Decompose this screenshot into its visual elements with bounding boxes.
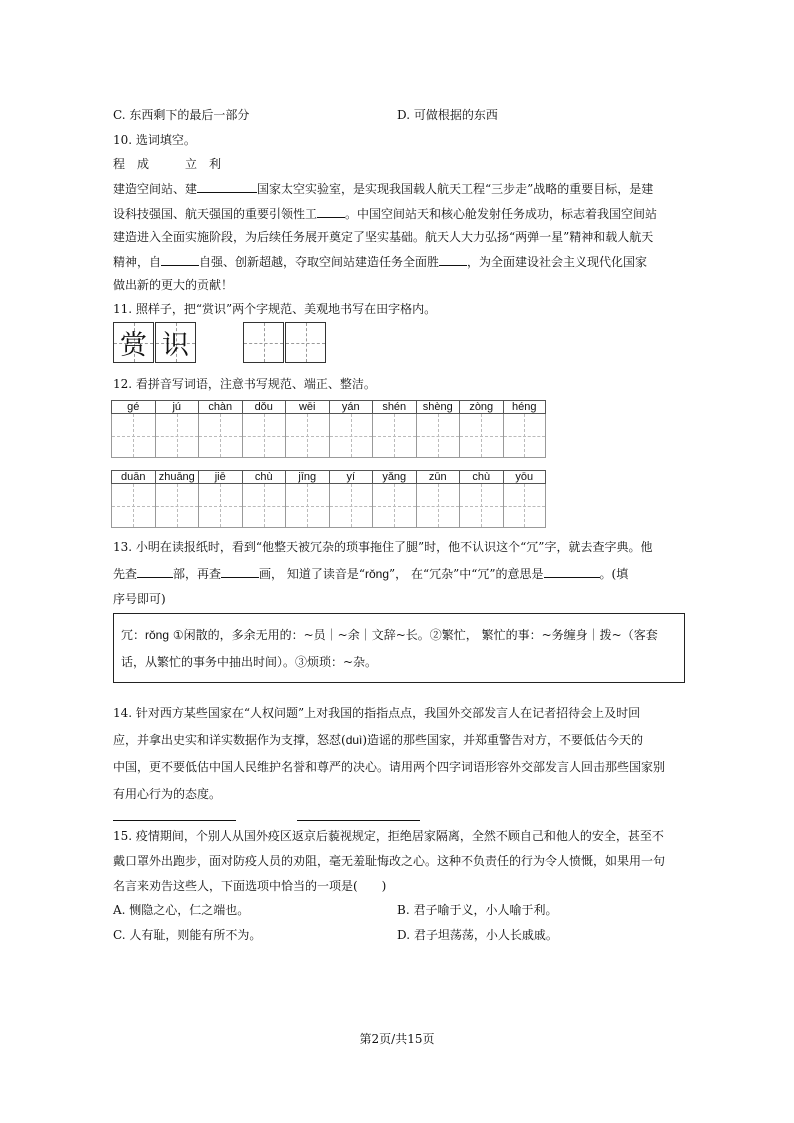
pinyin-cell[interactable] xyxy=(329,470,373,528)
q10-paragraph-line3: 建造进入全面实施阶段，为后续任务展开奠定了坚实基础。航天人大力弘扬“两弹一星”精神和载人航天 xyxy=(113,230,654,244)
q14-line3: 中国，更不要低估中国人民维护名誉和尊严的决心。请用两个四字词语形容外交部发言人回击那些国家别 xyxy=(113,760,666,774)
q12-title: 12. 看拼音写词语，注意书写规范、端正、整洁。 xyxy=(113,377,376,391)
q11-title: 11. 照样子，把“赏识”两个字规范、美观地书写在田字格内。 xyxy=(113,302,437,316)
writing-box[interactable] xyxy=(111,414,155,458)
q10-paragraph-line4: 精神，自 自强、创新超越，夺取空间站建造任务全面胜 ，为全面建设社会主义现代化国家 xyxy=(113,255,648,269)
tianzige-sample xyxy=(155,322,196,363)
pinyin-label: yǎng xyxy=(372,470,416,484)
q13-line2: 先查 部，再查 画， 知道了读音是“rǒng”， 在“冗杂”中“冗”的意思是 。(填 xyxy=(113,567,629,581)
pinyin-cell[interactable] xyxy=(155,400,199,458)
q10-title: 10. 选词填空。 xyxy=(113,133,196,147)
pinyin-label: jiē xyxy=(198,470,242,484)
pinyin-cell[interactable] xyxy=(242,470,286,528)
pinyin-label: jú xyxy=(155,400,199,414)
pinyin-label: wēi xyxy=(285,400,329,414)
writing-box[interactable] xyxy=(372,484,416,528)
q15-line3: 名言来劝告这些人，下面选项中恰当的一项是( ) xyxy=(113,879,387,893)
q13-line1: 13. 小明在读报纸时，看到“他整天被冗杂的琐事拖住了腿”时，他不认识这个“冗”字，就去查字典。他 xyxy=(113,540,653,554)
answer-line-1[interactable] xyxy=(113,820,236,821)
writing-box[interactable] xyxy=(198,414,242,458)
q10-word-choices: 程 成 立 利 xyxy=(113,157,222,171)
q10-paragraph-line2: 设科技强国、航天强国的重要引领性工 。中国空间站天和核心舱发射任务成功，标志着我国空间站 xyxy=(113,207,658,221)
writing-box[interactable] xyxy=(372,414,416,458)
writing-box[interactable] xyxy=(329,484,373,528)
q10-paragraph-line5: 做出新的更大的贡献！ xyxy=(113,278,234,292)
pinyin-label: yōu xyxy=(503,470,547,484)
pinyin-cell[interactable] xyxy=(503,400,547,458)
pinyin-cell[interactable] xyxy=(416,400,460,458)
writing-box[interactable] xyxy=(242,414,286,458)
blank[interactable] xyxy=(439,254,467,266)
q15-line1: 15. 疫情期间，个别人从国外疫区返京后藐视规定，拒绝居家隔离，全然不顾自己和他人的安全，甚至不 xyxy=(113,829,664,843)
pinyin-label: dǒu xyxy=(242,400,286,414)
answer-line-2[interactable] xyxy=(297,820,420,821)
pinyin-cell[interactable] xyxy=(372,470,416,528)
tianzige-blank[interactable] xyxy=(285,322,326,363)
pinyin-cell[interactable] xyxy=(242,400,286,458)
q15-option-c[interactable]: C. 人有耻，则能有所不为。 xyxy=(113,928,262,942)
writing-box[interactable] xyxy=(416,414,460,458)
pinyin-label: chàn xyxy=(198,400,242,414)
writing-box[interactable] xyxy=(503,484,547,528)
pinyin-label: jīng xyxy=(285,470,329,484)
q14-line2: 应，并拿出史实和详实数据作为支撑，怒怼(duì)造谣的那些国家，并郑重警告对方，不要低估今天的 xyxy=(113,733,644,747)
pinyin-cell[interactable] xyxy=(111,470,155,528)
tianzige-sample xyxy=(113,322,154,363)
sample-char: 赏 xyxy=(120,330,147,361)
pinyin-label: zūn xyxy=(416,470,460,484)
pinyin-label: duān xyxy=(111,470,155,484)
pinyin-cell[interactable] xyxy=(459,470,503,528)
pinyin-row-1 xyxy=(111,400,546,458)
pinyin-cell[interactable] xyxy=(198,400,242,458)
pinyin-cell[interactable] xyxy=(503,470,547,528)
pinyin-cell[interactable] xyxy=(459,400,503,458)
pinyin-cell[interactable] xyxy=(329,400,373,458)
tianzige-blank[interactable] xyxy=(243,322,284,363)
writing-box[interactable] xyxy=(242,484,286,528)
pinyin-label: zòng xyxy=(459,400,503,414)
pinyin-cell[interactable] xyxy=(372,400,416,458)
writing-box[interactable] xyxy=(329,414,373,458)
q15-line2: 戴口罩外出跑步，面对防疫人员的劝阻，毫无羞耻悔改之心。这种不负责任的行为令人愤慨，如果用一句 xyxy=(113,854,666,868)
pinyin-label: chù xyxy=(242,470,286,484)
q9-option-c: C. 东西剩下的最后一部分 xyxy=(113,108,250,122)
pinyin-label: yí xyxy=(329,470,373,484)
pinyin-label: yán xyxy=(329,400,373,414)
q10-paragraph-line1: 建造空间站、建 国家太空实验室，是实现我国载人航天工程“三步走”战略的重要目标，是建 xyxy=(113,182,654,196)
writing-box[interactable] xyxy=(285,414,329,458)
blank[interactable] xyxy=(221,566,259,578)
q15-option-d[interactable]: D. 君子坦荡荡，小人长戚戚。 xyxy=(397,928,558,942)
pinyin-cell[interactable] xyxy=(285,400,329,458)
q15-option-a[interactable]: A. 恻隐之心，仁之端也。 xyxy=(113,903,250,917)
writing-box[interactable] xyxy=(503,414,547,458)
pinyin-label: gé xyxy=(111,400,155,414)
pinyin-label: shén xyxy=(372,400,416,414)
pinyin-row-2 xyxy=(111,470,546,528)
writing-box[interactable] xyxy=(285,484,329,528)
page-footer: 第2页/共15页 xyxy=(359,1032,435,1046)
q9-option-d: D. 可做根据的东西 xyxy=(397,108,498,122)
q15-option-b[interactable]: B. 君子喻于义，小人喻于利。 xyxy=(397,903,558,917)
q14-line1: 14. 针对西方某些国家在“人权问题”上对我国的指指点点，我国外交部发言人在记者招待会上及时回 xyxy=(113,706,641,720)
pinyin-cell[interactable] xyxy=(155,470,199,528)
q14-line4: 有用心行为的态度。 xyxy=(113,787,222,801)
writing-box[interactable] xyxy=(155,484,199,528)
writing-box[interactable] xyxy=(198,484,242,528)
pinyin-label: héng xyxy=(503,400,547,414)
blank[interactable] xyxy=(137,566,173,578)
writing-box[interactable] xyxy=(155,414,199,458)
dictionary-entry-box: 冗：rǒng ①闲散的，多余无用的：~员｜~余｜文辞~长。②繁忙， 繁忙的事：~务缠身｜拨~（客套 话，从繁忙的事务中抽出时间）。③烦琐：~杂。 xyxy=(113,613,685,683)
sample-char: 识 xyxy=(162,330,189,361)
pinyin-cell[interactable] xyxy=(285,470,329,528)
writing-box[interactable] xyxy=(459,414,503,458)
pinyin-cell[interactable] xyxy=(198,470,242,528)
blank[interactable] xyxy=(161,254,199,266)
pinyin-label: zhuāng xyxy=(155,470,199,484)
q13-line3: 序号即可) xyxy=(113,592,166,606)
writing-box[interactable] xyxy=(416,484,460,528)
pinyin-cell[interactable] xyxy=(416,470,460,528)
pinyin-cell[interactable] xyxy=(111,400,155,458)
blank[interactable] xyxy=(317,206,345,218)
pinyin-label: chù xyxy=(459,470,503,484)
blank[interactable] xyxy=(197,181,257,193)
blank[interactable] xyxy=(544,566,600,578)
writing-box[interactable] xyxy=(111,484,155,528)
writing-box[interactable] xyxy=(459,484,503,528)
pinyin-label: shèng xyxy=(416,400,460,414)
